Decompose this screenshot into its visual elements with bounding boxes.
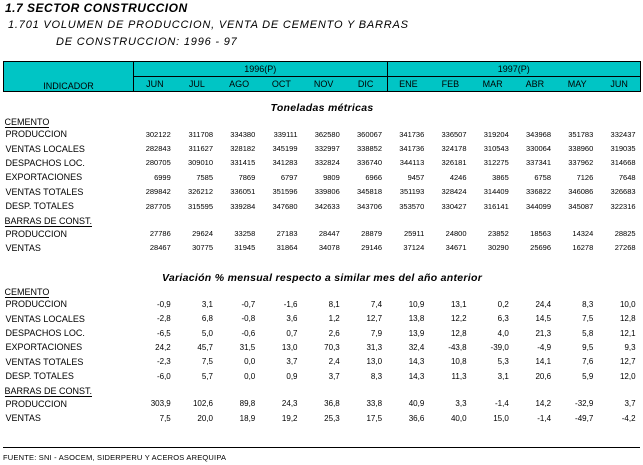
year-header-1996: 1996(P) xyxy=(134,62,388,77)
table-cell: 6966 xyxy=(365,172,383,182)
row-label: DESPACHOS LOC. xyxy=(5,157,85,168)
row-label: PRODUCCION xyxy=(5,129,68,140)
table-cell: 28447 xyxy=(318,229,340,239)
group-heading-label: CEMENTO xyxy=(4,287,50,298)
table-row xyxy=(4,369,641,383)
group-heading xyxy=(4,383,641,396)
table-cell: 18,9 xyxy=(239,413,256,423)
table-cell: 12,0 xyxy=(619,371,636,381)
table-title-line1: 1.701 VOLUMEN DE PRODUCCION, VENTA DE CEMENTO Y BARRAS xyxy=(8,19,409,31)
table-cell: 10,9 xyxy=(408,299,425,309)
table-cell: 5,8 xyxy=(582,328,594,338)
month-header: JUN xyxy=(134,77,176,92)
table-cell: 24,4 xyxy=(535,299,552,309)
table-cell: 6797 xyxy=(280,172,298,182)
table-cell: 343968 xyxy=(526,129,552,139)
table-cell: 5,7 xyxy=(201,371,213,381)
table-cell: 0,9 xyxy=(286,371,298,381)
table-cell: 14,2 xyxy=(535,399,552,409)
table-cell: -1,4 xyxy=(494,399,509,409)
table-cell: 29624 xyxy=(192,229,213,239)
table-cell: 34078 xyxy=(318,243,340,253)
table-cell: 12,8 xyxy=(619,314,636,324)
table-cell: -39,0 xyxy=(490,342,509,352)
table-cell: 31864 xyxy=(276,243,298,253)
table-cell: 40,9 xyxy=(408,399,425,409)
table-title-line2: DE CONSTRUCCION: 1996 - 97 xyxy=(56,36,238,48)
table-cell: 4246 xyxy=(449,172,467,182)
table-row xyxy=(4,127,641,141)
table-cell: 7,5 xyxy=(201,357,213,367)
table-cell: 16278 xyxy=(572,243,594,253)
table-cell: 4,0 xyxy=(497,328,509,338)
table-cell: 15,0 xyxy=(493,413,509,423)
table-cell: 3,3 xyxy=(455,399,467,409)
table-cell: 3,7 xyxy=(328,371,340,381)
table-cell: 33258 xyxy=(234,229,256,239)
table-cell: 3,1 xyxy=(201,299,213,309)
table-cell: 24800 xyxy=(445,229,467,239)
table-cell: 36,6 xyxy=(408,413,425,423)
table-cell: -6,0 xyxy=(156,371,171,381)
table-cell: 351193 xyxy=(399,187,425,197)
table-cell: 6999 xyxy=(154,172,171,182)
section-heading: Variación % mensual respecto a similar mes del año anterior xyxy=(161,272,483,285)
table-cell: 280705 xyxy=(145,158,171,168)
table-cell: -6,5 xyxy=(156,328,171,338)
month-header: ABR xyxy=(514,77,556,92)
row-label: DESP. TOTALES xyxy=(5,371,74,382)
table-row xyxy=(4,326,641,340)
table-cell: -43,8 xyxy=(448,342,467,352)
table-cell: 326181 xyxy=(441,158,467,168)
table-cell: 3865 xyxy=(492,172,509,182)
table-cell: -0,6 xyxy=(241,328,256,338)
table-cell: 24,2 xyxy=(155,342,171,352)
table-cell: 12,8 xyxy=(450,328,467,338)
table-cell: 14324 xyxy=(572,229,594,239)
table-cell: 2,6 xyxy=(328,328,340,338)
table-cell: 362580 xyxy=(314,129,340,139)
table-cell: 336740 xyxy=(357,158,383,168)
table-cell: 13,0 xyxy=(366,357,383,367)
table-cell: 314409 xyxy=(483,187,509,197)
table-cell: 0,7 xyxy=(286,328,298,338)
table-cell: -2,8 xyxy=(156,314,171,324)
row-label: PRODUCCION xyxy=(5,299,68,310)
table-cell: 7,5 xyxy=(159,413,171,423)
table-cell: 330064 xyxy=(526,144,552,154)
table-row xyxy=(4,170,641,184)
table-cell: 6758 xyxy=(534,172,552,182)
month-header: ENE xyxy=(387,77,429,92)
table-cell: -0,8 xyxy=(241,314,256,324)
table-cell: 334380 xyxy=(230,129,256,139)
table-cell: 11,3 xyxy=(451,371,467,381)
row-label: VENTAS LOCALES xyxy=(5,313,85,324)
row-label: PRODUCCION xyxy=(5,228,68,239)
table-cell: 344113 xyxy=(399,158,425,168)
table-cell: 336051 xyxy=(230,187,256,197)
month-header: DIC xyxy=(345,77,387,92)
table-cell: 89,8 xyxy=(239,399,256,409)
table-cell: 10,0 xyxy=(619,299,636,309)
table-cell: 287705 xyxy=(145,201,171,211)
table-cell: 302122 xyxy=(145,129,171,139)
month-header: MAR xyxy=(472,77,514,92)
section-title: 1.7 SECTOR CONSTRUCCION xyxy=(5,1,188,15)
row-label: EXPORTACIONES xyxy=(5,342,83,353)
table-row xyxy=(4,411,641,425)
table-cell: 5,0 xyxy=(201,328,213,338)
table-cell: 18563 xyxy=(530,229,552,239)
table-cell: 13,9 xyxy=(408,328,425,338)
table-cell: 337341 xyxy=(526,158,552,168)
group-heading-label: BARRAS DE CONST. xyxy=(4,386,93,397)
table-cell: 341283 xyxy=(272,158,298,168)
table-cell: -2,3 xyxy=(156,357,171,367)
table-cell: 20,6 xyxy=(535,371,552,381)
table-cell: 3,6 xyxy=(286,314,298,324)
year-header-1997: 1997(P) xyxy=(387,62,641,77)
table-cell: 5,9 xyxy=(582,371,594,381)
table-cell: 19,2 xyxy=(281,413,298,423)
table-cell: 7648 xyxy=(618,172,636,182)
row-label: VENTAS xyxy=(5,242,41,253)
month-header: FEB xyxy=(429,77,471,92)
row-label: VENTAS TOTALES xyxy=(5,356,84,367)
table-cell: -4,9 xyxy=(537,342,552,352)
table-cell: 34671 xyxy=(445,243,467,253)
table-cell: 40,0 xyxy=(450,413,467,423)
table-cell: 338960 xyxy=(568,144,594,154)
month-header: MAY xyxy=(556,77,598,92)
table-cell: 7126 xyxy=(576,172,594,182)
section-heading: Toneladas métricas xyxy=(270,102,374,114)
table-cell: 24,3 xyxy=(281,399,298,409)
table-cell: 7,9 xyxy=(370,328,383,338)
table-cell: 319204 xyxy=(483,129,509,139)
table-cell: 341736 xyxy=(399,129,425,139)
table-cell: 2,4 xyxy=(328,357,340,367)
table-cell: 12,7 xyxy=(366,314,383,324)
table-cell: 326212 xyxy=(187,187,213,197)
table-cell: 21,3 xyxy=(535,328,552,338)
table-cell: 303,9 xyxy=(150,399,171,409)
row-label: DESP. TOTALES xyxy=(5,201,74,212)
table-cell: 319035 xyxy=(610,144,636,154)
table-cell: 347680 xyxy=(272,201,298,211)
table-cell: 33,8 xyxy=(366,399,383,409)
table-cell: 12,2 xyxy=(450,314,467,324)
table-row xyxy=(4,199,641,213)
table-cell: 339111 xyxy=(273,129,298,139)
table-cell: 31,3 xyxy=(366,342,383,352)
table-cell: 337962 xyxy=(568,158,594,168)
table-cell: 13,1 xyxy=(450,299,467,309)
table-cell: 330427 xyxy=(441,201,467,211)
table-row xyxy=(4,297,641,311)
table-cell: 8,3 xyxy=(370,371,383,381)
row-label: VENTAS LOCALES xyxy=(5,143,85,154)
table-cell: 8,3 xyxy=(582,299,594,309)
data-table xyxy=(3,61,641,425)
table-cell: 13,8 xyxy=(408,314,425,324)
table-row xyxy=(4,396,641,410)
indicator-header: INDICADOR xyxy=(4,62,134,92)
table-cell: 346086 xyxy=(568,187,594,197)
table-cell: 339806 xyxy=(314,187,340,197)
group-heading xyxy=(4,213,641,226)
table-cell: 14,3 xyxy=(408,371,425,381)
table-cell: 70,3 xyxy=(324,342,340,352)
table-cell: 29146 xyxy=(361,243,383,253)
table-row xyxy=(4,185,641,199)
table-cell: 14,1 xyxy=(535,357,552,367)
table-cell: 3,1 xyxy=(497,371,509,381)
table-cell: 282843 xyxy=(145,144,171,154)
table-cell: 344099 xyxy=(526,201,552,211)
table-cell: 7,5 xyxy=(582,314,594,324)
table-cell: 28879 xyxy=(361,229,383,239)
table-cell: 28467 xyxy=(149,243,171,253)
table-cell: 30290 xyxy=(487,243,509,253)
table-cell: 328182 xyxy=(230,144,256,154)
table-cell: 338852 xyxy=(357,144,383,154)
table-cell: 45,7 xyxy=(197,342,213,352)
table-cell: 0,0 xyxy=(244,371,256,381)
table-cell: 332997 xyxy=(314,144,340,154)
table-cell: 310543 xyxy=(483,144,509,154)
table-cell: -49,7 xyxy=(575,413,594,423)
table-cell: 13,0 xyxy=(281,342,298,352)
table-cell: 102,6 xyxy=(192,399,213,409)
table-cell: 8,1 xyxy=(328,299,340,309)
table-cell: 360067 xyxy=(357,129,383,139)
source-note: FUENTE: SNI - ASOCEM, SIDERPERU Y ACEROS AREQUIPA xyxy=(3,453,227,462)
table-cell: 10,8 xyxy=(450,357,467,367)
table-row xyxy=(4,340,641,354)
table-cell: 5,3 xyxy=(497,357,509,367)
table-cell: 20,0 xyxy=(197,413,213,423)
table-cell: 25911 xyxy=(403,229,425,239)
table-cell: 9,5 xyxy=(582,342,594,352)
table-cell: 332824 xyxy=(314,158,340,168)
table-cell: 12,1 xyxy=(619,328,636,338)
table-cell: 0,0 xyxy=(244,357,256,367)
table-cell: 27786 xyxy=(149,229,171,239)
table-cell: 9809 xyxy=(323,172,340,182)
table-cell: 345087 xyxy=(568,201,594,211)
month-header: AGO xyxy=(218,77,260,92)
table-cell: 342633 xyxy=(314,201,340,211)
month-header: NOV xyxy=(303,77,345,92)
table-cell: 17,5 xyxy=(366,413,383,423)
table-cell: 27268 xyxy=(614,243,636,253)
table-cell: 351783 xyxy=(568,129,594,139)
table-cell: 351596 xyxy=(272,187,298,197)
spacer xyxy=(4,255,641,262)
table-cell: -32,9 xyxy=(575,399,594,409)
group-heading-label: BARRAS DE CONST. xyxy=(4,216,93,227)
table-cell: 3,7 xyxy=(624,399,636,409)
table-cell: 312275 xyxy=(483,158,509,168)
table-row xyxy=(4,156,641,170)
table-row xyxy=(4,241,641,255)
table-cell: 343706 xyxy=(357,201,383,211)
table-cell: 309010 xyxy=(187,158,213,168)
table-cell: 14,3 xyxy=(408,357,425,367)
table-cell: 31,5 xyxy=(239,342,256,352)
table-cell: 28825 xyxy=(614,229,636,239)
table-cell: 336507 xyxy=(441,129,467,139)
table-cell: 289842 xyxy=(145,187,171,197)
table-cell: 23852 xyxy=(487,229,509,239)
table-cell: 316141 xyxy=(483,201,509,211)
month-header: JUL xyxy=(176,77,218,92)
table-cell: 25,3 xyxy=(324,413,340,423)
table-cell: 328424 xyxy=(441,187,467,197)
row-label: VENTAS xyxy=(5,413,41,424)
group-heading xyxy=(4,114,641,127)
table-cell: -4,2 xyxy=(621,413,636,423)
table-cell: 6,3 xyxy=(497,314,509,324)
table-cell: 353570 xyxy=(399,201,425,211)
table-cell: 311627 xyxy=(188,144,213,154)
table-cell: 7,4 xyxy=(370,299,383,309)
table-cell: 326683 xyxy=(610,187,636,197)
table-cell: 314668 xyxy=(610,158,636,168)
table-cell: 32,4 xyxy=(408,342,425,352)
table-cell: 0,2 xyxy=(497,299,509,309)
table-cell: 339284 xyxy=(230,201,256,211)
table-cell: 322316 xyxy=(610,201,636,211)
table-cell: 12,7 xyxy=(619,357,636,367)
table-cell: 14,5 xyxy=(535,314,552,324)
table-cell: -0,9 xyxy=(156,299,171,309)
table-row xyxy=(4,141,641,155)
row-label: VENTAS TOTALES xyxy=(5,186,84,197)
table-cell: 30775 xyxy=(192,243,213,253)
table-cell: 7585 xyxy=(196,172,213,182)
table-cell: 345199 xyxy=(272,144,298,154)
month-header: OCT xyxy=(260,77,302,92)
table-cell: -1,4 xyxy=(537,413,552,423)
table-row xyxy=(4,312,641,326)
row-label: PRODUCCION xyxy=(5,398,68,409)
table-row xyxy=(4,226,641,240)
row-label: DESPACHOS LOC. xyxy=(5,328,85,339)
table-cell: 25696 xyxy=(530,243,552,253)
table-cell: 324178 xyxy=(441,144,467,154)
table-cell: -0,7 xyxy=(241,299,256,309)
group-heading xyxy=(4,284,641,297)
table-cell: -1,6 xyxy=(283,299,298,309)
bottom-rule xyxy=(3,447,640,448)
table-row xyxy=(4,355,641,369)
table-cell: 336822 xyxy=(526,187,552,197)
table-cell: 315595 xyxy=(187,201,213,211)
table-cell: 331415 xyxy=(230,158,256,168)
month-header: JUN xyxy=(598,77,640,92)
table-cell: 3,7 xyxy=(286,357,298,367)
table-cell: 332437 xyxy=(610,129,636,139)
table-cell: 27183 xyxy=(276,229,298,239)
table-cell: 7,6 xyxy=(582,357,594,367)
table-cell: 1,2 xyxy=(328,314,340,324)
table-cell: 37124 xyxy=(403,243,425,253)
table-cell: 345818 xyxy=(357,187,383,197)
row-label: EXPORTACIONES xyxy=(5,172,83,183)
table-cell: 31945 xyxy=(234,243,256,253)
table-cell: 7869 xyxy=(238,172,256,182)
group-heading-label: CEMENTO xyxy=(4,117,50,127)
table-cell: 311708 xyxy=(188,129,213,139)
table-cell: 341736 xyxy=(399,144,425,154)
table-cell: 36,8 xyxy=(324,399,340,409)
table-cell: 9,3 xyxy=(624,342,636,352)
table-cell: 9457 xyxy=(407,172,425,182)
table-cell: 6,8 xyxy=(201,314,213,324)
